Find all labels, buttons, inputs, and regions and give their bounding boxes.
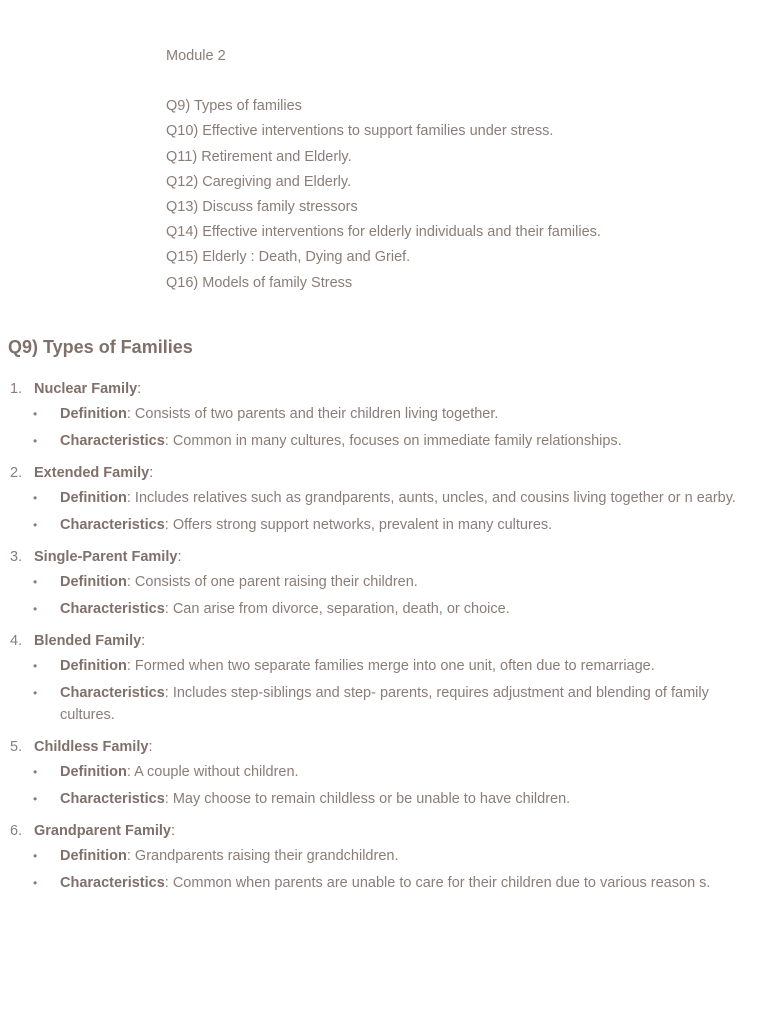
module-title: Module 2 <box>166 48 226 64</box>
family-type-details <box>0 403 768 452</box>
family-type-header <box>0 818 768 845</box>
toc-item: Q15) Elderly : Death, Dying and Grief. <box>166 249 411 266</box>
characteristics-bullet <box>0 872 768 894</box>
family-type-details <box>0 571 768 620</box>
characteristics-bullet <box>0 682 768 726</box>
characteristics-label: Characteristics <box>60 791 165 807</box>
bullet-icon: • <box>33 518 38 532</box>
definition-text: : Includes relatives such as grandparents, aunts, uncles, and cousins living together or n earby. <box>126 490 736 506</box>
family-type-name <box>34 544 181 571</box>
family-type-details <box>0 761 768 810</box>
colon: : <box>148 739 153 755</box>
item-number: 3. <box>10 549 23 565</box>
family-type-name-text: Childless Family <box>34 739 149 755</box>
characteristics-bullet <box>0 598 768 620</box>
family-type-item <box>0 376 768 452</box>
toc-item: Q12) Caregiving and Elderly. <box>166 173 352 190</box>
colon: : <box>141 633 146 649</box>
family-type-name <box>34 628 145 655</box>
colon: : <box>149 465 154 481</box>
bullet-icon: • <box>33 876 38 890</box>
family-type-header <box>0 460 768 487</box>
toc-item: Q13) Discuss family stressors <box>166 199 358 216</box>
family-type-name-text: Blended Family <box>34 633 142 649</box>
definition-label: Definition <box>60 848 127 864</box>
family-type-name <box>34 460 153 487</box>
bullet-icon: • <box>33 407 38 421</box>
definition-text: : Formed when two separate families merge into one unit, often due to remarriage. <box>126 658 655 674</box>
bullet-icon: • <box>33 792 38 806</box>
bullet-icon: • <box>33 434 38 448</box>
definition-bullet <box>0 403 768 425</box>
definition-bullet <box>0 845 768 867</box>
definition-text: : Consists of two parents and their children living together. <box>126 406 499 422</box>
characteristics-label: Characteristics <box>60 601 165 617</box>
family-type-item <box>0 628 768 726</box>
bullet-icon: • <box>33 575 38 589</box>
characteristics-label: Characteristics <box>60 685 165 701</box>
bullet-icon: • <box>33 659 38 673</box>
colon: : <box>170 823 176 839</box>
toc-item: Q11) Retirement and Elderly. <box>166 148 352 165</box>
item-number: 2. <box>10 465 23 481</box>
characteristics-text: : Offers strong support networks, prevalent in many cultures. <box>164 517 553 533</box>
definition-label: Definition <box>60 490 127 506</box>
toc-item: Q10) Effective interventions to support families under stress. <box>166 123 554 140</box>
family-type-name-text: Single-Parent Family <box>34 549 178 565</box>
definition-text: : Grandparents raising their grandchildren. <box>126 848 399 864</box>
characteristics-label: Characteristics <box>60 517 165 533</box>
colon: : <box>177 549 182 565</box>
characteristics-text: : Common when parents are unable to care for their children due to various reason s. <box>164 875 711 891</box>
item-number: 6. <box>10 823 23 839</box>
family-type-details <box>0 845 768 894</box>
family-type-item <box>0 460 768 536</box>
family-type-name <box>34 376 141 403</box>
toc-item: Q14) Effective interventions for elderly individuals and their families. <box>166 224 601 241</box>
definition-bullet <box>0 487 768 509</box>
definition-label: Definition <box>60 764 127 780</box>
characteristics-bullet <box>0 430 768 452</box>
definition-bullet <box>0 655 768 677</box>
family-type-header <box>0 734 768 761</box>
definition-bullet <box>0 571 768 593</box>
characteristics-text: : Can arise from divorce, separation, death, or choice. <box>164 601 510 617</box>
family-types-list <box>0 376 768 902</box>
family-type-name <box>34 734 152 761</box>
toc-item: Q16) Models of family Stress <box>166 274 353 291</box>
characteristics-text: : Common in many cultures, focuses on immediate family relationships. <box>164 433 622 449</box>
characteristics-text: : Includes step-siblings and step- parents, requires adjustment and blending of family cultures. <box>60 685 709 723</box>
definition-bullet <box>0 761 768 783</box>
family-type-details <box>0 655 768 726</box>
item-number: 5. <box>10 739 23 755</box>
item-number: 1. <box>10 381 23 397</box>
family-type-item <box>0 734 768 810</box>
item-number: 4. <box>10 633 23 649</box>
characteristics-bullet <box>0 514 768 536</box>
family-type-name <box>34 818 175 845</box>
toc-item: Q9) Types of families <box>166 98 302 115</box>
characteristics-bullet <box>0 788 768 810</box>
definition-label: Definition <box>60 574 127 590</box>
family-type-header <box>0 376 768 403</box>
family-type-name-text: Grandparent Family <box>34 823 171 839</box>
characteristics-label: Characteristics <box>60 875 165 891</box>
characteristics-label: Characteristics <box>60 433 165 449</box>
characteristics-text: : May choose to remain childless or be unable to have children. <box>164 791 571 807</box>
family-type-header <box>0 544 768 571</box>
family-type-item <box>0 818 768 894</box>
bullet-icon: • <box>33 602 38 616</box>
bullet-icon: • <box>33 491 38 505</box>
family-type-name-text: Nuclear Family <box>34 381 138 397</box>
family-type-header <box>0 628 768 655</box>
bullet-icon: • <box>33 686 38 700</box>
bullet-icon: • <box>33 849 38 863</box>
family-type-details <box>0 487 768 536</box>
family-type-name-text: Extended Family <box>34 465 150 481</box>
definition-text: : Consists of one parent raising their children. <box>126 574 418 590</box>
family-type-item <box>0 544 768 620</box>
colon: : <box>137 381 142 397</box>
module-contents <box>166 44 601 296</box>
definition-label: Definition <box>60 658 127 674</box>
definition-label: Definition <box>60 406 127 422</box>
bullet-icon: • <box>33 765 38 779</box>
definition-text: : A couple without children. <box>126 764 299 780</box>
section-heading: Q9) Types of Families <box>8 337 193 357</box>
